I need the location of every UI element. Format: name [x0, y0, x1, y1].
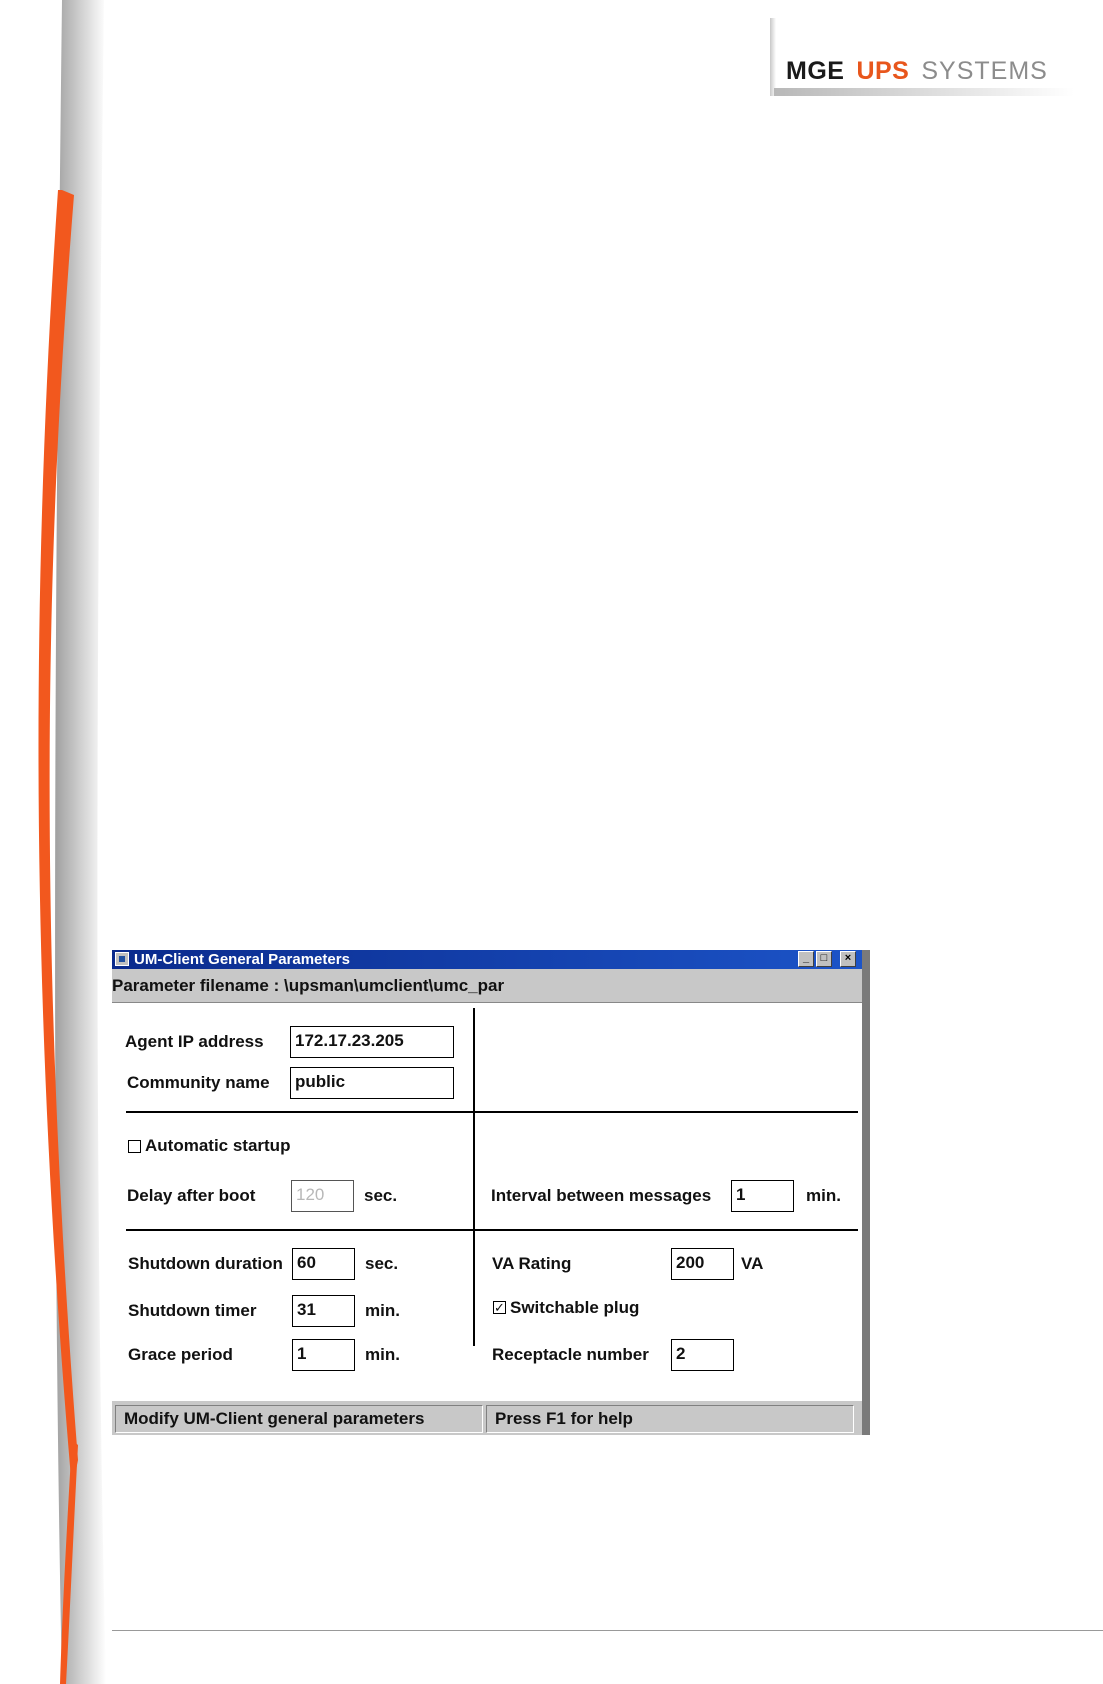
- va-rating-unit: VA: [741, 1254, 764, 1273]
- um-client-parameters-window: [112, 950, 870, 1435]
- interval-between-messages-label: Interval between messages: [491, 1186, 712, 1205]
- grace-period-input[interactable]: 1: [292, 1339, 355, 1371]
- agent-ip-label: Agent IP address: [125, 1032, 264, 1051]
- delay-after-boot-label: Delay after boot: [127, 1186, 256, 1205]
- shutdown-timer-label: Shutdown timer: [128, 1301, 257, 1320]
- logo-word-systems: SYSTEMS: [921, 57, 1048, 85]
- maximize-icon[interactable]: □: [816, 951, 832, 967]
- logo-shadow: [774, 88, 1074, 96]
- status-message: Modify UM-Client general parameters: [115, 1405, 483, 1433]
- shutdown-timer-input[interactable]: 31: [292, 1295, 355, 1327]
- community-name-label: Community name: [127, 1073, 270, 1092]
- shutdown-duration-label: Shutdown duration: [128, 1254, 283, 1273]
- switchable-plug-label: Switchable plug: [510, 1298, 640, 1317]
- delay-after-boot-input[interactable]: 120: [291, 1180, 354, 1212]
- grace-period-label: Grace period: [128, 1345, 233, 1364]
- decorative-swoosh: [0, 0, 110, 1684]
- agent-ip-input[interactable]: 172.17.23.205: [290, 1026, 454, 1058]
- interval-unit: min.: [806, 1186, 841, 1205]
- interval-between-messages-input[interactable]: 1: [731, 1180, 794, 1212]
- parameter-filename-bar: [112, 969, 862, 1003]
- logo-wordmark: [786, 57, 1048, 86]
- logo-word-mge: MGE: [786, 57, 845, 85]
- grace-period-unit: min.: [365, 1345, 400, 1364]
- section-divider-horizontal: [126, 1229, 858, 1231]
- minimize-icon[interactable]: _: [798, 951, 814, 967]
- va-rating-input[interactable]: 200: [671, 1248, 734, 1280]
- checkmark-icon: ✓: [494, 1300, 505, 1315]
- community-name-input[interactable]: public: [290, 1067, 454, 1099]
- status-help-hint: Press F1 for help: [486, 1405, 854, 1433]
- receptacle-number-label: Receptacle number: [492, 1345, 649, 1364]
- shutdown-duration-unit: sec.: [365, 1254, 399, 1273]
- brand-logo: [760, 10, 1090, 95]
- shutdown-duration-input[interactable]: 60: [292, 1248, 355, 1280]
- delay-unit: sec.: [364, 1186, 398, 1205]
- receptacle-number-input[interactable]: 2: [671, 1339, 734, 1371]
- close-icon[interactable]: ×: [840, 951, 856, 967]
- section-divider-horizontal: [126, 1111, 858, 1113]
- section-divider-vertical: [473, 1008, 475, 1346]
- window-title: UM-Client General Parameters: [134, 951, 350, 968]
- logo-word-ups: UPS: [856, 57, 910, 85]
- va-rating-label: VA Rating: [492, 1254, 572, 1273]
- logo-shadow: [770, 18, 776, 96]
- shutdown-timer-unit: min.: [365, 1301, 400, 1320]
- automatic-startup-label: Automatic startup: [145, 1136, 291, 1155]
- switchable-plug-checkbox[interactable]: [493, 1301, 506, 1314]
- status-bar: [112, 1401, 862, 1435]
- automatic-startup-checkbox[interactable]: [128, 1140, 141, 1153]
- window-titlebar[interactable]: [112, 950, 862, 969]
- footer-divider: [112, 1630, 1103, 1631]
- app-window-icon[interactable]: [115, 952, 129, 966]
- parameter-filename-label: Parameter filename : \upsman\umclient\umc_par: [112, 976, 505, 995]
